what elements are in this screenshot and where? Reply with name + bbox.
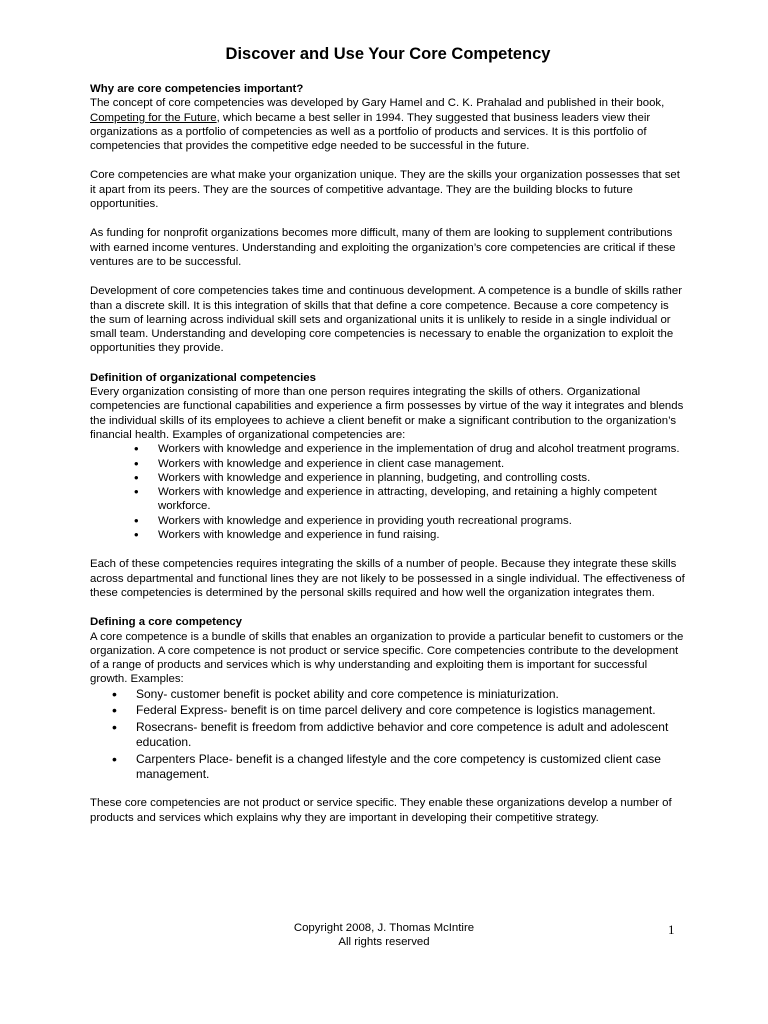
core-competency-examples-list bbox=[90, 687, 686, 782]
paragraph-development: Development of core competencies takes time and continuous development. A competence is a bundle of skills rather than a discrete skill. It is this integration of skills that that define a core competence. Because a core competency is the sum of learning across individual skill sets and organizational units it is unlikely to reside in a single individual or small team. Understanding and developing core competencies is necessary to enable the organization to exploit the opportunities they provide. bbox=[90, 285, 683, 355]
organizational-competency-list bbox=[90, 442, 686, 542]
list-item: • Workers with knowledge and experience in fund raising. bbox=[90, 528, 686, 542]
list-item: • Federal Express- benefit is on time parcel delivery and core competence is logistics management. bbox=[90, 703, 686, 718]
paragraph-organizational: Every organization consisting of more than one person requires integrating the skills of others. Organizational competencies are functional capabilities and experience a firm possesses by virtue of the way it integrates and blends the individual skills of its employees to achieve a client benefit or make a significant contribution to the organization’s financial health. Examples of organizational competencies are: bbox=[90, 386, 684, 441]
paragraph-integration: Each of these competencies requires integrating the skills of a number of people. Because they integrate these skills across departmental and functional lines they are not likely to be possessed in a single individual. The effectiveness of these competencies is determined by the personal skills required and how well the organization integrates them. bbox=[90, 558, 685, 599]
paragraph-concept bbox=[90, 96, 686, 153]
book-title: Competing for the Future bbox=[90, 111, 217, 124]
paragraph-unique: Core competencies are what make your organization unique. They are the skills your organization possesses that set it apart from its peers. They are the sources of competitive advantage. They are the building blocks to future opportunities. bbox=[90, 169, 680, 211]
list-item: • Workers with knowledge and experience in client case management. bbox=[90, 457, 686, 471]
paragraph-core-definition: A core competence is a bundle of skills that enables an organization to provide a particular benefit to customers or the organization. A core competence is not product or service specific. Core competencies contribute to the development of a range of products and services which is why understanding and exploiting them is important for successful growth. Examples: bbox=[90, 630, 684, 686]
list-item: • Workers with knowledge and experience in planning, budgeting, and controlling costs. bbox=[90, 471, 686, 485]
rights-text: All rights reserved bbox=[338, 935, 430, 948]
page-number: 1 bbox=[668, 922, 675, 937]
list-item: • Sony- customer benefit is pocket ability and core competence is miniaturization. bbox=[90, 687, 686, 702]
section-heading-importance: Why are core competencies important? bbox=[90, 83, 304, 95]
paragraph-concept-text-start: The concept of core competencies was developed by Gary Hamel and C. K. Prahalad and published in their book, bbox=[90, 97, 665, 110]
section-heading-core: Defining a core competency bbox=[90, 616, 242, 629]
paragraph-funding: As funding for nonprofit organizations becomes more difficult, many of them are looking to supplement contributions with earned income ventures. Understanding and exploiting the organization’s core competencies are critical if these ventures are to be successful. bbox=[90, 227, 676, 268]
document-title: Discover and Use Your Core Competency bbox=[225, 45, 551, 63]
section-heading-organizational: Definition of organizational competencies bbox=[90, 371, 316, 384]
paragraph-conclusion: These core competencies are not product or service specific. They enable these organizations develop a number of products and services which explains why they are important in developing their competitive strategy. bbox=[90, 797, 672, 824]
list-item: • Workers with knowledge and experience in the implementation of drug and alcohol treatment programs. bbox=[90, 442, 686, 456]
list-item: • Carpenters Place- benefit is a changed lifestyle and the core competency is customized client case management. bbox=[90, 752, 686, 782]
list-item: • Rosecrans- benefit is freedom from addictive behavior and core competence is adult and adolescent education. bbox=[90, 720, 686, 750]
page-footer bbox=[0, 922, 768, 949]
list-item: • Workers with knowledge and experience in attracting, developing, and retaining a highly competent workforce. bbox=[90, 485, 686, 514]
document-page bbox=[90, 44, 686, 840]
paragraph-concept-text-end: , which became a best seller in 1994. They suggested that business leaders view their organizations as a portfolio of competencies as well as a portfolio of products and services. It is this portfolio of competencies that provides the competitive edge needed to be successful in the future. bbox=[90, 111, 651, 153]
list-item: • Workers with knowledge and experience in providing youth recreational programs. bbox=[90, 514, 686, 528]
copyright-text: Copyright 2008, J. Thomas McIntire bbox=[293, 922, 475, 934]
